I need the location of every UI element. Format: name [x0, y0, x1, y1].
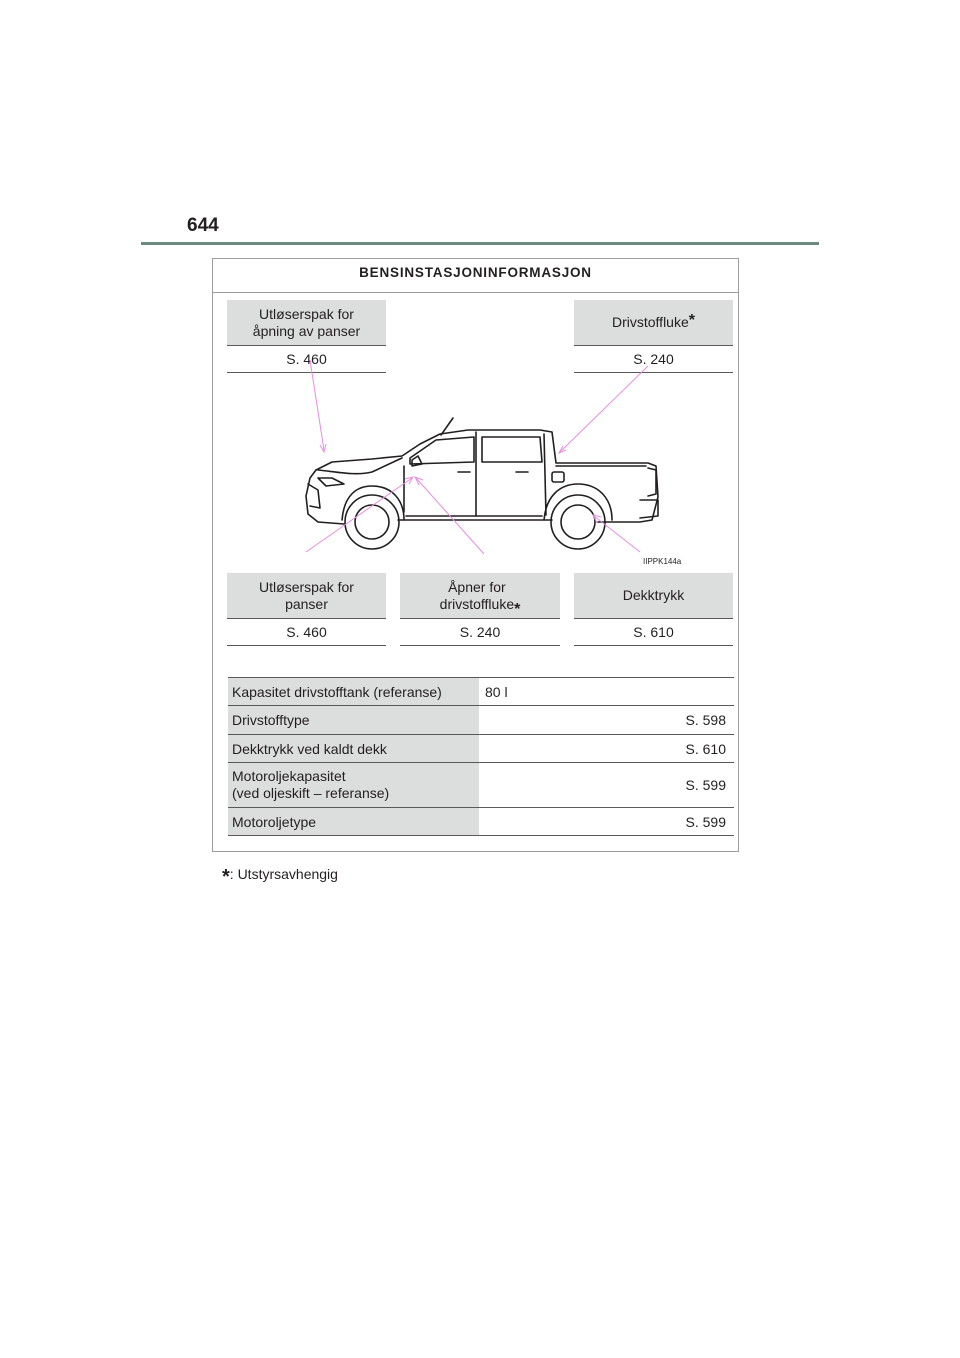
callout-tire-pressure-label [574, 573, 733, 619]
table-value: S. 599 [479, 808, 734, 836]
callout-fuel-opener-ref: S. 240 [400, 619, 560, 646]
table-key: Motoroljetype [228, 808, 479, 836]
table-key: Motoroljekapasitet (ved oljeskift – referanse) [228, 763, 479, 808]
table-value: S. 599 [479, 763, 734, 808]
table-value: S. 598 [479, 706, 734, 735]
footnote-star: * [222, 866, 230, 888]
callout-fuel-door-label: Drivstoffluke * [574, 300, 733, 346]
table-value: S. 610 [479, 735, 734, 763]
table-key: Drivstofftype [228, 706, 479, 735]
callout-text: Utløserspak for panser [259, 578, 354, 612]
callout-hood-lever-label [227, 573, 386, 619]
footnote [222, 866, 338, 889]
fuel-info-table [228, 677, 734, 836]
callout-fuel-opener-label: Åpner for drivstoffluke * [400, 573, 560, 619]
table-row [228, 706, 734, 735]
callout-hood-release-ref: S. 460 [227, 346, 386, 373]
callout-text: Drivstoffluke [611, 314, 689, 330]
table-row [228, 735, 734, 763]
callout-text: Åpner for drivstoffluke [439, 578, 515, 612]
image-code: IIPPK144a [643, 557, 682, 566]
callout-tire-pressure-ref: S. 610 [574, 619, 733, 646]
table-row [228, 808, 734, 836]
section-title: BENSINSTASJONINFORMASJON [213, 259, 738, 293]
table-key: Kapasitet drivstofftank (referanse) [228, 678, 479, 706]
callout-text: Dekktrykk [622, 587, 685, 603]
table-row [228, 678, 734, 706]
callout-fuel-door-ref: S. 240 [574, 346, 733, 373]
callout-hood-lever-ref: S. 460 [227, 619, 386, 646]
page-number: 644 [187, 215, 219, 236]
callout-text: Utløserspak for åpning av panser [252, 305, 361, 339]
table-row [228, 763, 734, 808]
footnote-text: : Utstyrsavhengig [229, 866, 338, 882]
table-value: 80 l [479, 678, 734, 706]
table-key: Dekktrykk ved kaldt dekk [228, 735, 479, 763]
